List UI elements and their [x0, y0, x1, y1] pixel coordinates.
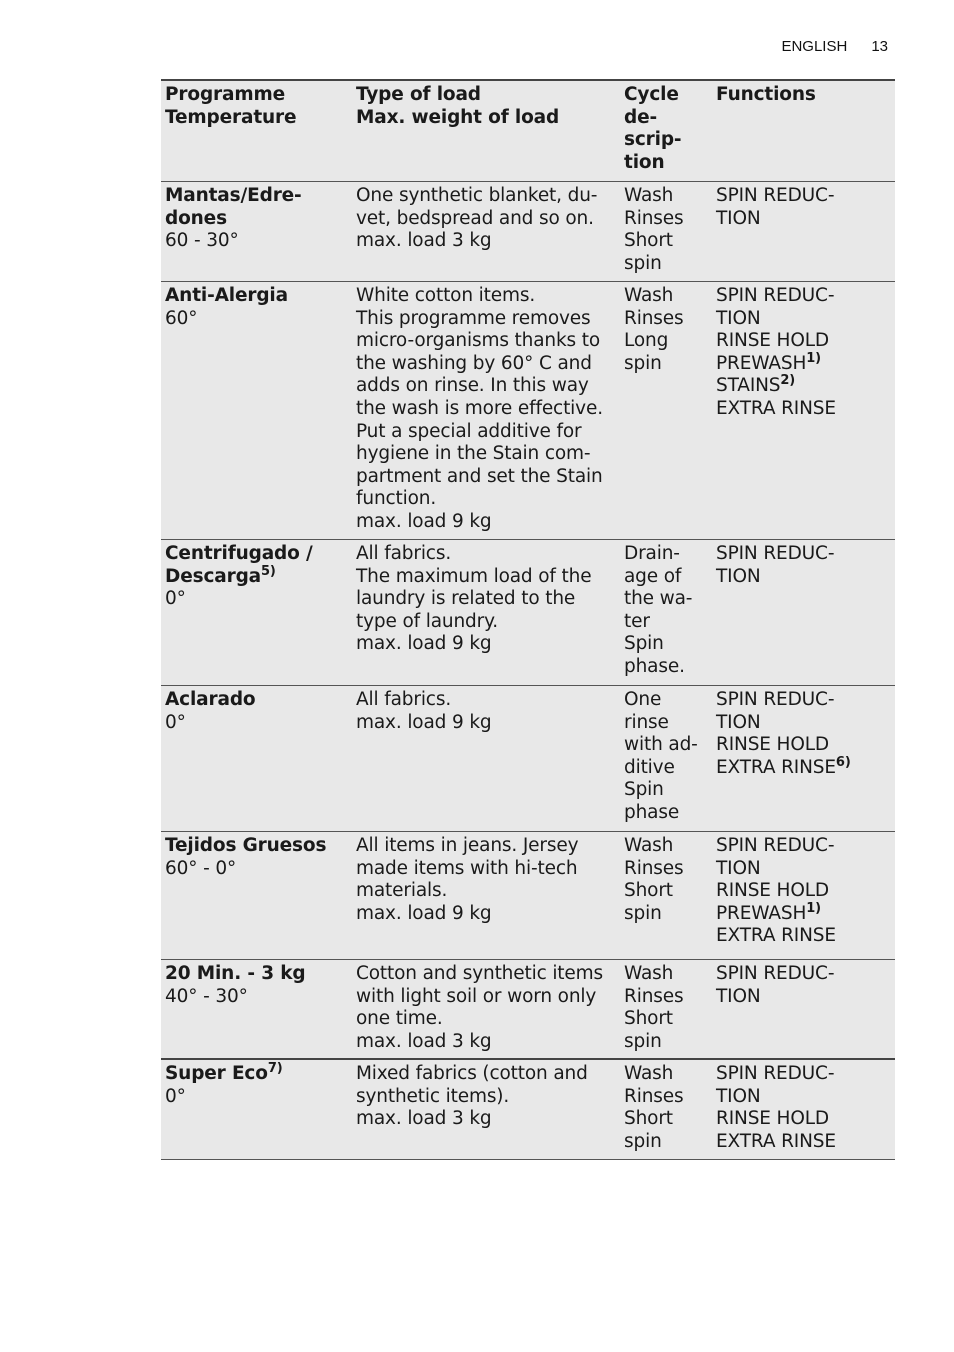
programme-cell [161, 686, 352, 831]
function-item [716, 1131, 891, 1154]
cycle-line: ditive [624, 756, 675, 778]
cycle-line: Rinses [624, 307, 684, 329]
load-line: One synthetic blanket, du- [356, 185, 598, 206]
footnote-ref: 7) [267, 1061, 283, 1076]
load-line: max. load 3 kg [356, 1108, 492, 1130]
functions-cell [712, 540, 895, 685]
cycle-cell [620, 540, 712, 685]
function-label: RINSE HOLD [716, 734, 829, 756]
function-item [716, 308, 891, 331]
function-item [716, 963, 891, 986]
function-item [716, 375, 891, 398]
function-item [716, 566, 891, 589]
temperature: 0° [165, 588, 186, 610]
cycle-cell [620, 832, 712, 959]
load-line: The maximum load of the [356, 565, 592, 587]
load-line: max. load 9 kg [356, 902, 492, 924]
programme-cell [161, 182, 352, 281]
table-row [161, 1060, 895, 1160]
header-programme [161, 81, 352, 181]
function-label: TION [716, 307, 761, 329]
cycle-line: Wash [624, 285, 674, 306]
function-label: RINSE HOLD [716, 1108, 829, 1130]
table-header-row [161, 81, 895, 182]
load-cell [352, 960, 620, 1058]
temperature: 40° - 30° [165, 985, 248, 1007]
header-cycle-line: scrip- [624, 129, 682, 151]
cycle-cell [620, 282, 712, 539]
cycle-line: Wash [624, 185, 674, 206]
load-line: max. load 9 kg [356, 510, 492, 532]
function-label: SPIN REDUC- [716, 1063, 835, 1084]
load-line: the washing by 60° C and [356, 352, 592, 374]
function-label: TION [716, 207, 761, 229]
footnote-ref: 5) [261, 563, 276, 579]
load-cell [352, 832, 620, 959]
cycle-line: Long [624, 330, 669, 352]
header-temperature-line: Temperature [165, 106, 297, 128]
programme-name: Mantas/Edre- [165, 185, 302, 206]
function-label: SPIN REDUC- [716, 963, 835, 984]
function-item [716, 185, 891, 208]
page-header [781, 38, 888, 55]
cycle-line: spin [624, 1130, 662, 1152]
table-row [161, 686, 895, 832]
cycle-line: Spin [624, 633, 664, 655]
function-label: SPIN REDUC- [716, 835, 835, 856]
function-item [716, 1086, 891, 1109]
load-line: White cotton items. [356, 285, 536, 306]
function-label: TION [716, 1085, 761, 1107]
page-number: 13 [871, 38, 888, 55]
load-line: Mixed fabrics (cotton and [356, 1063, 588, 1084]
programme-name [165, 1063, 348, 1086]
temperature: 60 - 30° [165, 230, 239, 252]
function-item [716, 543, 891, 566]
load-line: made items with hi-tech [356, 857, 578, 879]
load-cell [352, 182, 620, 281]
cycle-line: Short [624, 1008, 673, 1030]
cycle-line: phase. [624, 655, 685, 677]
load-cell [352, 282, 620, 539]
function-item [716, 1108, 891, 1131]
function-item [716, 900, 891, 926]
programme-cell [161, 282, 352, 539]
function-label: EXTRA RINSE [716, 1130, 836, 1152]
load-line: Cotton and synthetic items [356, 963, 604, 984]
language-label: ENGLISH [781, 38, 848, 55]
programme-cell [161, 832, 352, 959]
load-line: Put a special additive for [356, 420, 582, 442]
footnote-ref: 1) [806, 350, 821, 366]
programme-name: Tejidos Gruesos [165, 835, 327, 856]
table-row [161, 960, 895, 1060]
header-cycle-line: tion [624, 151, 665, 173]
function-label: EXTRA RINSE [716, 397, 836, 419]
footnote-ref: 2) [780, 373, 796, 389]
cycle-line: Short [624, 1108, 673, 1130]
temperature: 60° - 0° [165, 857, 237, 879]
cycle-line: spin [624, 352, 662, 374]
load-cell [352, 540, 620, 685]
function-label: SPIN REDUC- [716, 689, 835, 710]
cycle-line: Rinses [624, 1085, 684, 1107]
load-line: All items in jeans. Jersey [356, 835, 579, 856]
function-label: RINSE HOLD [716, 880, 829, 902]
cycle-line: One [624, 689, 662, 710]
function-label: EXTRA RINSE [716, 925, 836, 947]
table-row [161, 182, 895, 282]
programme-name: Centrifugado / [165, 543, 313, 564]
load-line: partment and set the Stain [356, 465, 603, 487]
functions-cell [712, 282, 895, 539]
function-label: TION [716, 711, 761, 733]
functions-cell [712, 832, 895, 959]
function-label: PREWASH [716, 902, 807, 924]
cycle-cell [620, 960, 712, 1058]
function-label: SPIN REDUC- [716, 185, 835, 206]
load-cell [352, 686, 620, 831]
footnote-ref: 6) [835, 754, 851, 770]
programme-cell [161, 1060, 352, 1159]
cycle-line: phase [624, 801, 680, 823]
programme-cell [161, 540, 352, 685]
temperature: 60° [165, 307, 198, 329]
load-line: max. load 9 kg [356, 633, 492, 655]
programme-cell [161, 960, 352, 1058]
function-label: TION [716, 565, 761, 587]
header-load [352, 81, 620, 181]
load-line: one time. [356, 1008, 443, 1030]
load-line: micro-organisms thanks to [356, 330, 601, 352]
function-item [716, 350, 891, 376]
table-row [161, 282, 895, 540]
functions-cell [712, 686, 895, 831]
header-functions [712, 81, 895, 181]
cycle-line: Short [624, 230, 673, 252]
cycle-line: Rinses [624, 985, 684, 1007]
load-line: laundry is related to the [356, 588, 576, 610]
cycle-line: Spin [624, 779, 664, 801]
cycle-line: with ad- [624, 734, 698, 756]
header-load-line: Type of load [356, 84, 481, 105]
programme-name: 20 Min. - 3 kg [165, 963, 306, 984]
programme-name-text: Super Eco [165, 1063, 268, 1084]
load-line: All fabrics. [356, 689, 452, 710]
cycle-line: Rinses [624, 207, 684, 229]
header-cycle-line: de- [624, 106, 658, 128]
cycle-line: ter [624, 610, 650, 632]
load-line: function. [356, 488, 437, 510]
cycle-line: Drain- [624, 543, 680, 564]
load-line: synthetic items). [356, 1085, 510, 1107]
load-line: max. load 3 kg [356, 1030, 492, 1052]
function-item [716, 689, 891, 712]
cycle-line: Wash [624, 1063, 674, 1084]
cycle-line: Rinses [624, 857, 684, 879]
load-line: This programme removes [356, 307, 591, 329]
function-label: TION [716, 985, 761, 1007]
function-item [716, 835, 891, 858]
load-line: max. load 9 kg [356, 711, 492, 733]
cycle-line: spin [624, 1030, 662, 1052]
header-functions-line: Functions [716, 84, 816, 105]
cycle-line: Short [624, 880, 673, 902]
programme-name [165, 563, 348, 589]
cycle-line: spin [624, 902, 662, 924]
function-label: RINSE HOLD [716, 330, 829, 352]
programme-name-text: Descarga [165, 565, 262, 587]
function-label: EXTRA RINSE [716, 756, 836, 778]
load-line: hygiene in the Stain com- [356, 443, 591, 465]
function-item [716, 925, 891, 948]
load-line: the wash is more effective. [356, 397, 603, 419]
functions-cell [712, 960, 895, 1058]
load-line: max. load 3 kg [356, 230, 492, 252]
cycle-line: spin [624, 252, 662, 274]
temperature: 0° [165, 1085, 186, 1107]
header-weight-line: Max. weight of load [356, 106, 560, 128]
table-row [161, 540, 895, 686]
load-line: vet, bedspread and so on. [356, 207, 594, 229]
function-item [716, 880, 891, 903]
header-programme-line: Programme [165, 84, 285, 105]
function-item [716, 398, 891, 421]
load-line: with light soil or worn only [356, 985, 597, 1007]
function-label: SPIN REDUC- [716, 285, 835, 306]
function-item [716, 734, 891, 757]
cycle-cell [620, 686, 712, 831]
function-item [716, 712, 891, 735]
function-label: PREWASH [716, 352, 807, 374]
cycle-cell [620, 182, 712, 281]
cycle-line: Wash [624, 963, 674, 984]
load-line: type of laundry. [356, 610, 498, 632]
function-item [716, 330, 891, 353]
programme-name: Anti-Alergia [165, 285, 288, 306]
function-item [716, 285, 891, 308]
load-line: All fabrics. [356, 543, 452, 564]
temperature: 0° [165, 711, 186, 733]
programme-name: dones [165, 207, 227, 229]
load-line: adds on rinse. In this way [356, 375, 589, 397]
table-row [161, 832, 895, 960]
load-line: materials. [356, 880, 448, 902]
function-item [716, 1063, 891, 1086]
function-item [716, 208, 891, 231]
cycle-line: Wash [624, 835, 674, 856]
cycle-line: rinse [624, 711, 669, 733]
function-item [716, 986, 891, 1009]
function-item [716, 858, 891, 881]
programme-name: Aclarado [165, 689, 256, 710]
header-cycle-line: Cycle [624, 84, 679, 105]
function-label: SPIN REDUC- [716, 543, 835, 564]
functions-cell [712, 182, 895, 281]
footnote-ref: 1) [806, 900, 821, 916]
function-item [716, 754, 891, 780]
function-label: TION [716, 857, 761, 879]
load-cell [352, 1060, 620, 1159]
cycle-cell [620, 1060, 712, 1159]
programme-table [161, 79, 895, 1160]
functions-cell [712, 1060, 895, 1159]
function-label: STAINS [716, 375, 781, 397]
cycle-line: age of [624, 565, 682, 587]
cycle-line: the wa- [624, 588, 693, 610]
header-cycle [620, 81, 712, 181]
